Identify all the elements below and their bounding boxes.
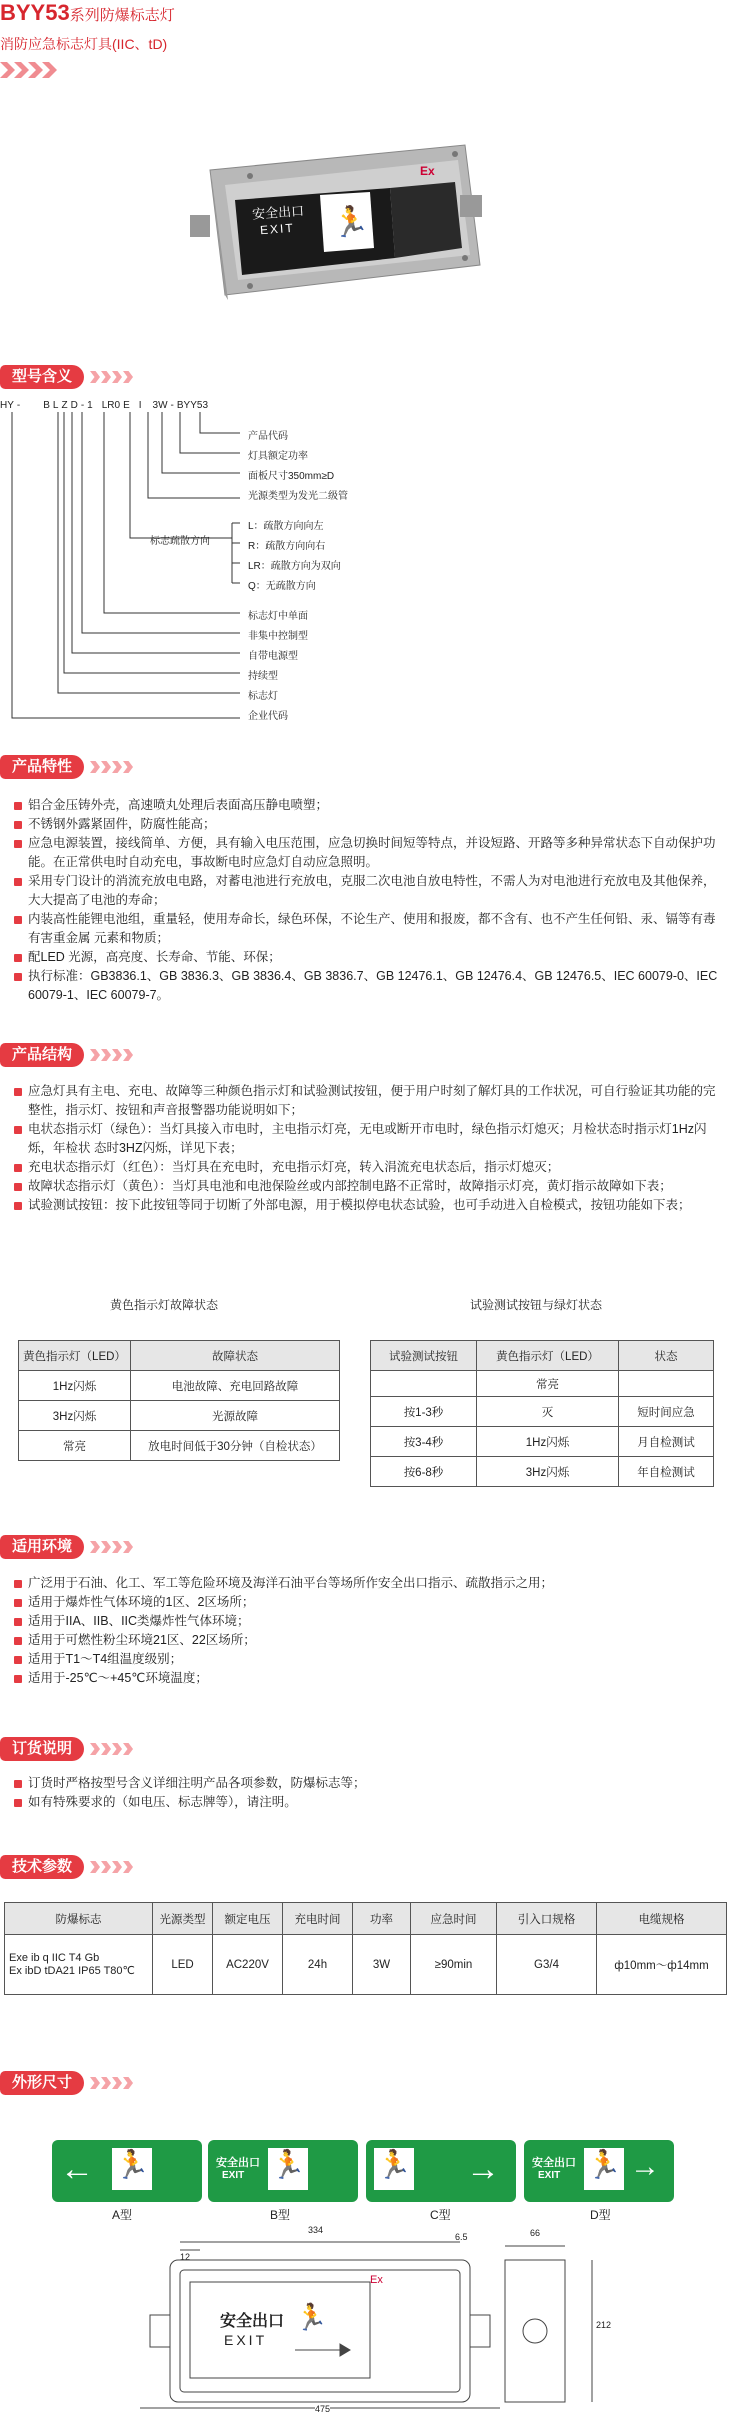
list-item: 应急灯具有主电、充电、故障等三种颜色指示灯和试验测试按钮，便于用户时刻了解灯具的工作状况，可自行验证其功能的完整性，指示灯、按钮和声音报警器功能说明如下； [14, 1082, 719, 1120]
table-header: 状态 [619, 1341, 714, 1371]
table-row [5, 1935, 727, 1995]
table-header: 故障状态 [131, 1341, 340, 1371]
table-cell: 月自检测试 [619, 1427, 714, 1457]
list-item: 配LED 光源，高亮度、长寿命、节能、环保； [14, 948, 719, 967]
chevrons-icon [0, 62, 60, 78]
table-cell: ≥90min [411, 1935, 497, 1995]
fault-table [18, 1340, 340, 1461]
list-item: 执行标准：GB3836.1、GB 3836.3、GB 3836.4、GB 3836.7、GB 12476.1、GB 12476.4、GB 12476.5、IEC 60079-0、IEC 60079-1、IEC 60079-7。 [14, 967, 719, 1005]
list-item: 订货时严格按型号含义详细注明产品各项参数，防爆标志等； [14, 1774, 719, 1793]
code-label: 标志灯中单面 [248, 611, 308, 622]
table-header: 电缆规格 [597, 1903, 727, 1935]
code-label: Q：无疏散方向 [248, 581, 316, 592]
running-man-icon: 🏃 [374, 2148, 414, 2190]
table-cell: 3Hz闪烁 [477, 1457, 619, 1487]
code-part: BYY53 [176, 400, 209, 411]
table-cell: 电池故障、充电回路故障 [131, 1371, 340, 1401]
table-cell: 常亮 [477, 1371, 619, 1397]
table-header: 功率 [353, 1903, 411, 1935]
table-header: 试验测试按钮 [371, 1341, 477, 1371]
section-dimensions: 外形尺寸 [0, 2072, 133, 2094]
product-sign-en: EXIT [259, 220, 296, 238]
sign-text-cn: 安全出口 [532, 2157, 576, 2169]
table-cell: 灭 [477, 1397, 619, 1427]
list-item: 采用专门设计的消流充放电电路，对蓄电池进行充放电，克服二次电池自放电特性，不需人为对电池进行充放电及其他保养，大大提高了电池的寿命； [14, 872, 719, 910]
sign-type-a [52, 2140, 202, 2202]
table-cell: 1Hz闪烁 [19, 1371, 131, 1401]
list-item: 不锈钢外露紧固件，防腐性能高； [14, 815, 719, 834]
code-label: 光源类型为发光二级管 [248, 491, 348, 502]
section-structure: 产品结构 [0, 1044, 133, 1066]
list-item: 如有特殊要求的（如电压、标志牌等），请注明。 [14, 1793, 719, 1812]
table-cell: 1Hz闪烁 [477, 1427, 619, 1457]
table-header: 黄色指示灯（LED） [477, 1341, 619, 1371]
table2-caption: 试验测试按钮与绿灯状态 [470, 1298, 603, 1312]
code-label: 标志灯 [248, 691, 278, 702]
code-part: - [80, 400, 85, 411]
list-item: 试验测试按钮：按下此按钮等同于切断了外部电源，用于模拟停电状态试验，也可手动进入自检模式，按钮功能如下表； [14, 1196, 719, 1215]
section-ordering: 订货说明 [0, 1738, 133, 1760]
list-item: 广泛用于石油、化工、军工等危险环境及海洋石油平台等场所作安全出口指示、疏散指示之用； [14, 1574, 719, 1593]
sign-type-b [208, 2140, 358, 2202]
list-item: 适用于IIA、IIB、IIC类爆炸性气体环境； [14, 1612, 719, 1631]
table-row [371, 1427, 714, 1457]
code-part: B [43, 400, 50, 411]
dim-label: 6.5 [455, 2232, 468, 2242]
features-list [14, 796, 719, 1005]
dim-label: 334 [308, 2225, 324, 2235]
table-cell: 常亮 [19, 1431, 131, 1461]
arrow-right-icon: → [466, 2150, 500, 2188]
code-part: - [170, 400, 174, 411]
code-label: LR：疏散方向为双向 [248, 561, 341, 572]
dim-label: 212 [596, 2320, 612, 2330]
dim-label: 12 [180, 2252, 191, 2262]
sign-type-c [366, 2140, 516, 2202]
table-header: 防爆标志 [5, 1903, 153, 1935]
list-item: 适用于可燃性粉尘环境21区、22区场所； [14, 1631, 719, 1650]
section-tech-params: 技术参数 [0, 1856, 133, 1878]
running-man-icon: 🏃 [584, 2148, 624, 2190]
code-labels-lower [248, 607, 308, 727]
arrow-left-icon: ← [60, 2150, 94, 2188]
table-cell: 按3-4秒 [371, 1427, 477, 1457]
page-subtitle: 消防应急标志灯具(IIC、tD) [0, 36, 168, 52]
table-header: 应急时间 [411, 1903, 497, 1935]
type-label: B型 [270, 2208, 291, 2222]
code-label: 标志疏散方向 [150, 536, 210, 547]
code-label: 非集中控制型 [248, 631, 308, 642]
list-item: 铝合金压铸外壳，高速喷丸处理后表面高压静电喷塑； [14, 796, 719, 815]
table-header: 黄色指示灯（LED） [19, 1341, 131, 1371]
dimension-drawing [140, 2220, 700, 2417]
code-part: L [52, 400, 59, 411]
table-cell [619, 1371, 714, 1397]
drawing-sign-en: EXIT [224, 2332, 268, 2348]
table-header: 光源类型 [153, 1903, 213, 1935]
running-man-icon: 🏃 [112, 2148, 152, 2190]
code-part: - [16, 400, 21, 411]
table-cell: LED [153, 1935, 213, 1995]
type-label: A型 [112, 2208, 133, 2222]
type-label: C型 [430, 2208, 451, 2222]
dim-label: 475 [315, 2404, 331, 2414]
code-part: 3W [152, 400, 168, 411]
test-button-table [370, 1340, 714, 1487]
code-label: 自带电源型 [248, 651, 298, 662]
code-part: HY [0, 400, 14, 411]
list-item: 应急电源装置，接线简单、方便，具有输入电压范围，应急切换时间短等特点，并设短路、开路等多种异常状态下自动保护功能。在正常供电时自动充电，事故断电时应急灯自动应急照明。 [14, 834, 719, 872]
table-cell: AC220V [213, 1935, 283, 1995]
code-label: L：疏散方向向左 [248, 521, 324, 532]
table-cell: 短时间应急 [619, 1397, 714, 1427]
list-item: 充电状态指示灯（红色）：当灯具在充电时，充电指示灯亮，转入涓流充电状态后，指示灯熄灭； [14, 1158, 719, 1177]
type-label: D型 [590, 2208, 611, 2222]
drawing-ex-mark: Ex [370, 2274, 383, 2286]
sign-text-en: EXIT [222, 2170, 245, 2181]
table-cell: 3Hz闪烁 [19, 1401, 131, 1431]
code-part: LR0 [101, 400, 121, 411]
section-model-meaning: 型号含义 [0, 366, 133, 388]
list-item: 故障状态指示灯（黄色）：当灯具电池和电池保险丝或内部控制电路不正常时，故障指示灯亮，黄灯指示故障如下表； [14, 1177, 719, 1196]
list-item: 适用于-25℃～+45℃环境温度； [14, 1669, 719, 1688]
section-environment: 适用环境 [0, 1536, 133, 1558]
table-row [19, 1431, 340, 1461]
code-label: 灯具额定功率 [248, 451, 308, 462]
table-cell: 按1-3秒 [371, 1397, 477, 1427]
environment-list [14, 1574, 719, 1688]
code-label: 面板尺寸350mm≥D [248, 471, 335, 482]
running-man-icon: 🏃 [332, 206, 370, 239]
table-header: 引入口规格 [497, 1903, 597, 1935]
ordering-list [14, 1774, 719, 1812]
table-cell: G3/4 [497, 1935, 597, 1995]
table-cell: 光源故障 [131, 1401, 340, 1431]
table-row [371, 1397, 714, 1427]
list-item: 电状态指示灯（绿色）：当灯具接入市电时，主电指示灯亮，无电或断开市电时，绿色指示灯熄灭；月检状态时指示灯1Hz闪烁，年检状 态时3HZ闪烁，详见下表； [14, 1120, 719, 1158]
code-part: E [123, 400, 130, 411]
page-title: BYY53系列防爆标志灯 [0, 0, 175, 25]
product-sign-cn: 安全出口 [251, 203, 305, 222]
list-item: 适用于爆炸性气体环境的1区、2区场所； [14, 1593, 719, 1612]
product-image [190, 140, 490, 305]
running-man-icon: 🏃 [268, 2148, 308, 2190]
table-header: 充电时间 [283, 1903, 353, 1935]
table-cell: ф10mm～ф14mm [597, 1935, 727, 1995]
table-row [19, 1371, 340, 1401]
arrow-right-icon: → [630, 2150, 660, 2183]
table-cell: 放电时间低于30分钟（自检状态） [131, 1431, 340, 1461]
structure-list [14, 1082, 719, 1215]
drawing-sign-cn: 安全出口 [220, 2313, 285, 2330]
code-part: I [138, 400, 142, 411]
sign-type-d [524, 2140, 674, 2202]
code-labels-direction [248, 517, 341, 597]
table-cell: 年自检测试 [619, 1457, 714, 1487]
table-cell: 24h [283, 1935, 353, 1995]
table-header: 额定电压 [213, 1903, 283, 1935]
sign-text-cn: 安全出口 [216, 2157, 260, 2169]
code-label: R：疏散方向向右 [248, 541, 326, 552]
code-part: D [70, 400, 78, 411]
model-code-diagram [0, 398, 460, 728]
sign-text-en: EXIT [538, 2170, 561, 2181]
code-part: Z [61, 400, 68, 411]
table-cell: 3W [353, 1935, 411, 1995]
table-cell [371, 1371, 477, 1397]
list-item: 内装高性能锂电池组，重量轻，使用寿命长，绿色环保，不论生产、使用和报废，都不含有、也不产生任何铅、汞、镉等有毒有害重金属 元素和物质； [14, 910, 719, 948]
table1-caption: 黄色指示灯故障状态 [110, 1298, 219, 1312]
code-label: 持续型 [248, 671, 278, 682]
ex-mark: Ex [420, 164, 435, 178]
code-labels-right [248, 427, 348, 507]
table-row [371, 1371, 714, 1397]
code-label: 企业代码 [248, 711, 288, 722]
table-cell: 按6-8秒 [371, 1457, 477, 1487]
table-row [19, 1401, 340, 1431]
table-row [371, 1457, 714, 1487]
code-label: 产品代码 [248, 431, 288, 442]
code-part: 1 [87, 400, 93, 411]
dim-label: 66 [530, 2228, 541, 2238]
list-item: 适用于T1～T4组温度级别； [14, 1650, 719, 1669]
section-features: 产品特性 [0, 756, 133, 778]
running-man-icon: 🏃 [295, 2302, 328, 2332]
table-cell: Exe ib q IIC T4 Gb Ex ibD tDA21 IP65 T80℃ [5, 1935, 153, 1995]
spec-table [4, 1902, 727, 1995]
